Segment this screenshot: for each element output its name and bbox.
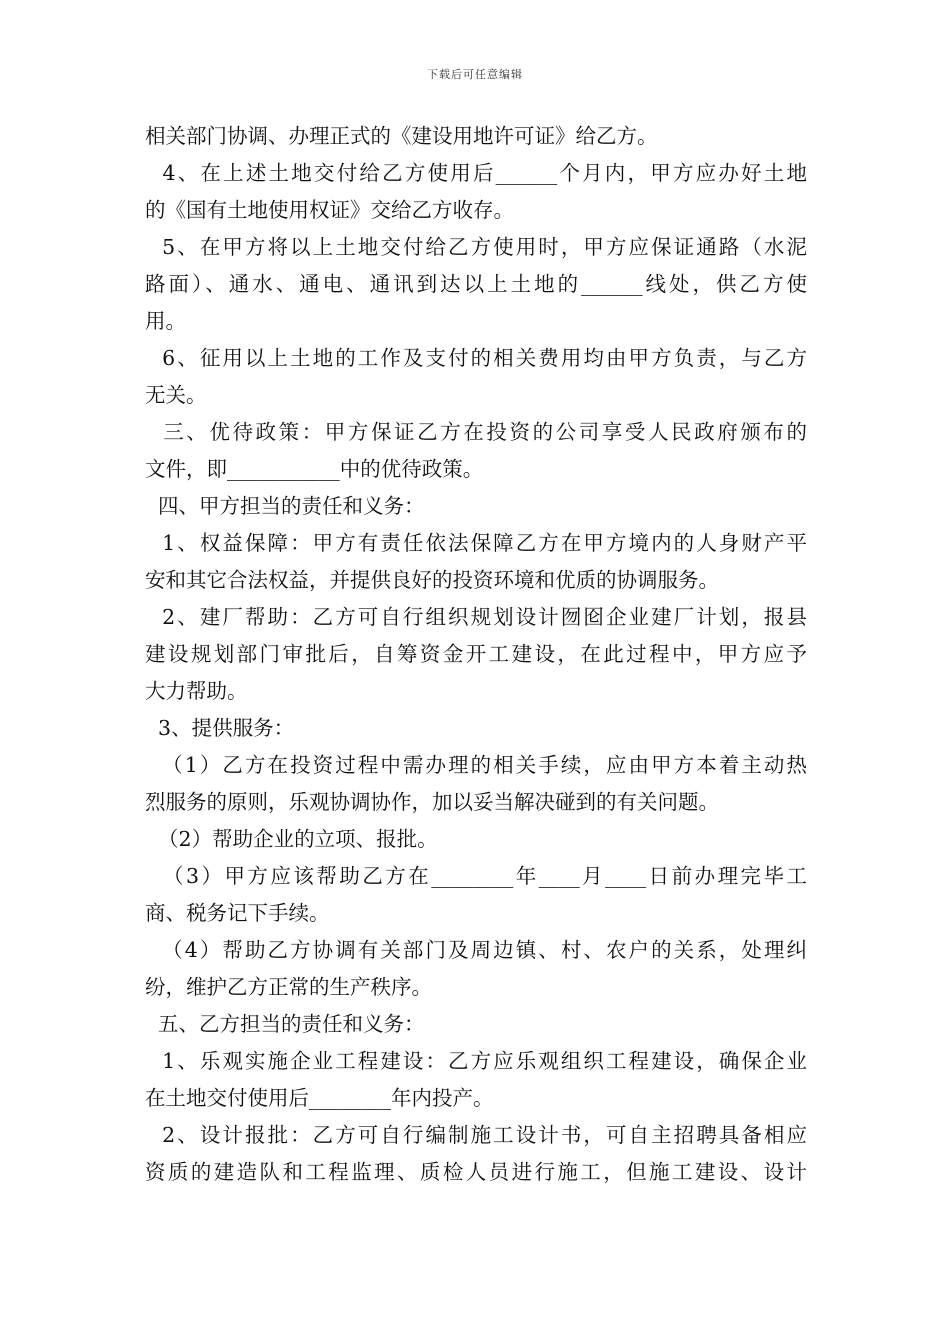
- paragraph-line: 5、在甲方将以上土地交付给乙方使用时，甲方应保证通路（水泥: [145, 235, 807, 259]
- paragraph-line: 1、乐观实施企业工程建设：乙方应乐观组织工程建设，确保企业: [145, 1049, 807, 1073]
- paragraph-line: 用。: [145, 309, 186, 333]
- paragraph-line: 文件，即___________中的优待政策。: [145, 457, 484, 481]
- paragraph-line: 2、建厂帮助：乙方可自行组织规划设计囫囵企业建厂计划，报县: [145, 605, 807, 629]
- paragraph-line: 大力帮助。: [145, 679, 248, 703]
- paragraph-line: 建设规划部门审批后，自筹资金开工建设，在此过程中，甲方应予: [145, 642, 807, 666]
- paragraph-line: 三、优待政策：甲方保证乙方在投资的公司享受人民政府颁布的: [145, 420, 807, 444]
- paragraph-line: 4、在上述土地交付给乙方使用后______个月内，甲方应办好土地: [145, 161, 807, 185]
- paragraph-line: 在土地交付使用后________年内投产。: [145, 1086, 494, 1110]
- section-heading: 五、乙方担当的责任和义务：: [145, 1012, 425, 1036]
- paragraph-line: 纷，维护乙方正常的生产秩序。: [145, 975, 432, 999]
- paragraph-line: 烈服务的原则，乐观协调协作，加以妥当解决碰到的有关问题。: [145, 790, 719, 814]
- paragraph-line: 相关部门协调、办理正式的《建设用地许可证》给乙方。: [145, 124, 658, 148]
- paragraph-line: （2）帮助企业的立项、报批。: [145, 827, 438, 851]
- paragraph-line: 的《国有土地使用权证》交给乙方收存。: [145, 198, 514, 222]
- paragraph-line: 3、提供服务：: [145, 716, 295, 740]
- paragraph-line: 1、权益保障：甲方有责任依法保障乙方在甲方境内的人身财产平: [145, 531, 807, 555]
- paragraph-line: 无关。: [145, 383, 207, 407]
- paragraph-line: （4）帮助乙方协调有关部门及周边镇、村、农户的关系，处理纠: [145, 938, 807, 962]
- paragraph-line: 资质的建造队和工程监理、质检人员进行施工，但施工建设、设计: [145, 1160, 807, 1184]
- document-body: [145, 118, 807, 1191]
- section-heading: 四、甲方担当的责任和义务：: [145, 494, 425, 518]
- paragraph-line: 路面）、通水、通电、通讯到达以上土地的______线处，供乙方使: [145, 272, 807, 296]
- paragraph-line: 6、征用以上土地的工作及支付的相关费用均由甲方负责，与乙方: [145, 346, 807, 370]
- page-header: 下载后可任意编辑: [427, 68, 523, 81]
- paragraph-line: 商、税务记下手续。: [145, 901, 330, 925]
- paragraph-line: 2、设计报批：乙方可自行编制施工设计书，可自主招聘具备相应: [145, 1123, 807, 1147]
- paragraph-line: （3）甲方应该帮助乙方在________年____月____日前办理完毕工: [145, 864, 807, 888]
- paragraph-line: （1）乙方在投资过程中需办理的相关手续，应由甲方本着主动热: [145, 753, 807, 777]
- paragraph-line: 安和其它合法权益，并提供良好的投资环境和优质的协调服务。: [145, 568, 719, 592]
